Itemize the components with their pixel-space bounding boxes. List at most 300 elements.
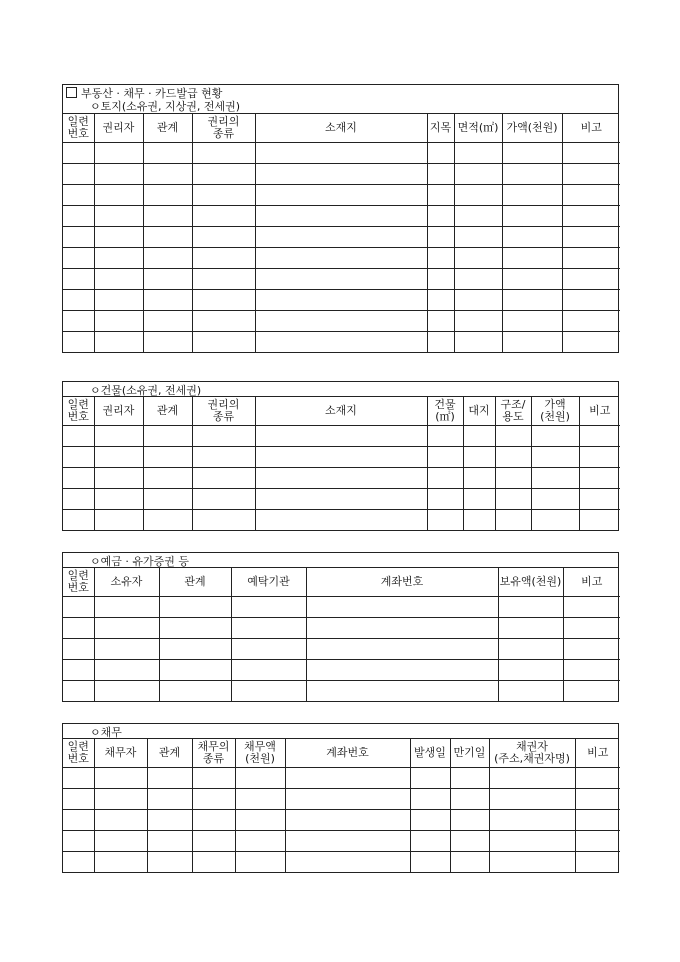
table-cell[interactable] [454, 248, 502, 269]
building-table [63, 397, 620, 530]
land-body [63, 143, 620, 353]
table-cell[interactable] [562, 311, 620, 332]
column-header: 권리자 [94, 114, 143, 143]
column-header: 소유자 [94, 568, 159, 597]
table-cell[interactable] [463, 447, 495, 468]
table-cell[interactable] [454, 185, 502, 206]
table-cell[interactable] [502, 248, 562, 269]
table-cell[interactable] [147, 768, 192, 789]
land-header-row [63, 114, 620, 143]
deposit-subtitle: ㅇ예금 · 유가증권 등 [63, 553, 618, 568]
debt-subtitle: ㅇ채무 [63, 724, 618, 739]
column-header: 권리의 종류 [192, 114, 255, 143]
table-cell[interactable] [94, 269, 143, 290]
table-cell[interactable] [579, 489, 620, 510]
table-cell[interactable] [63, 426, 94, 447]
table-cell[interactable] [231, 597, 306, 618]
column-header: 면적(㎡) [454, 114, 502, 143]
table-cell[interactable] [427, 185, 454, 206]
land-section [62, 84, 619, 353]
table-cell[interactable] [450, 768, 489, 789]
column-header: 비고 [579, 397, 620, 426]
table-cell[interactable] [147, 852, 192, 873]
table-cell[interactable] [231, 660, 306, 681]
table-cell[interactable] [255, 510, 427, 531]
table-row [63, 227, 620, 248]
table-cell[interactable] [192, 311, 255, 332]
table-cell[interactable] [495, 426, 531, 447]
table-cell[interactable] [427, 510, 463, 531]
table-cell[interactable] [454, 290, 502, 311]
table-cell[interactable] [94, 185, 143, 206]
table-cell[interactable] [143, 227, 192, 248]
table-cell[interactable] [454, 332, 502, 353]
debt-body [63, 768, 620, 873]
table-cell[interactable] [562, 206, 620, 227]
table-cell[interactable] [63, 269, 94, 290]
table-cell[interactable] [143, 332, 192, 353]
land-table [63, 114, 620, 352]
table-cell[interactable] [255, 468, 427, 489]
table-cell[interactable] [192, 269, 255, 290]
table-cell[interactable] [147, 789, 192, 810]
column-header: 채무의 종류 [192, 739, 235, 768]
table-cell[interactable] [563, 660, 620, 681]
column-header: 관계 [147, 739, 192, 768]
table-cell[interactable] [63, 164, 94, 185]
table-cell[interactable] [192, 426, 255, 447]
table-cell[interactable] [427, 227, 454, 248]
table-row [63, 447, 620, 468]
table-cell[interactable] [63, 332, 94, 353]
table-row [63, 269, 620, 290]
table-cell[interactable] [143, 489, 192, 510]
table-cell[interactable] [463, 468, 495, 489]
table-cell[interactable] [63, 510, 94, 531]
table-cell[interactable] [427, 269, 454, 290]
column-header: 가액(천원) [502, 114, 562, 143]
table-cell[interactable] [502, 311, 562, 332]
table-cell[interactable] [94, 489, 143, 510]
column-header: 소재지 [255, 397, 427, 426]
table-cell[interactable] [192, 227, 255, 248]
deposit-table [63, 568, 620, 701]
table-cell[interactable] [463, 510, 495, 531]
table-row [63, 290, 620, 311]
table-cell[interactable] [147, 810, 192, 831]
table-row [63, 206, 620, 227]
table-cell[interactable] [410, 768, 450, 789]
table-row [63, 426, 620, 447]
table-cell[interactable] [94, 639, 159, 660]
table-cell[interactable] [255, 227, 427, 248]
table-cell[interactable] [63, 290, 94, 311]
table-row [63, 618, 620, 639]
table-cell[interactable] [94, 164, 143, 185]
column-header: 계좌번호 [306, 568, 498, 597]
table-cell[interactable] [255, 248, 427, 269]
table-cell[interactable] [143, 290, 192, 311]
table-cell[interactable] [502, 185, 562, 206]
table-cell[interactable] [502, 269, 562, 290]
table-cell[interactable] [192, 290, 255, 311]
table-cell[interactable] [502, 206, 562, 227]
table-cell[interactable] [143, 468, 192, 489]
table-row [63, 681, 620, 702]
table-cell[interactable] [63, 660, 94, 681]
table-cell[interactable] [94, 768, 147, 789]
table-cell[interactable] [192, 789, 235, 810]
table-row [63, 185, 620, 206]
table-cell[interactable] [502, 227, 562, 248]
table-cell[interactable] [143, 164, 192, 185]
table-cell[interactable] [63, 810, 94, 831]
column-header: 일련 번호 [63, 568, 94, 597]
table-cell[interactable] [63, 597, 94, 618]
column-header: 가액 (천원) [531, 397, 579, 426]
table-cell[interactable] [450, 789, 489, 810]
table-cell[interactable] [143, 206, 192, 227]
table-cell[interactable] [94, 248, 143, 269]
table-row [63, 852, 620, 873]
table-cell[interactable] [450, 810, 489, 831]
column-header: 권리자 [94, 397, 143, 426]
table-cell[interactable] [192, 510, 255, 531]
column-header: 보유액(천원) [498, 568, 563, 597]
table-cell[interactable] [143, 311, 192, 332]
table-cell[interactable] [562, 185, 620, 206]
table-row [63, 143, 620, 164]
table-row [63, 768, 620, 789]
table-cell[interactable] [531, 447, 579, 468]
column-header: 채무자 [94, 739, 147, 768]
table-cell[interactable] [63, 639, 94, 660]
column-header: 일련 번호 [63, 114, 94, 143]
table-cell[interactable] [63, 489, 94, 510]
table-cell[interactable] [143, 426, 192, 447]
table-cell[interactable] [427, 164, 454, 185]
table-cell[interactable] [159, 597, 231, 618]
table-cell[interactable] [489, 768, 575, 789]
table-cell[interactable] [531, 510, 579, 531]
table-cell[interactable] [235, 768, 285, 789]
table-cell[interactable] [306, 639, 498, 660]
table-cell[interactable] [63, 681, 94, 702]
table-cell[interactable] [143, 185, 192, 206]
table-cell[interactable] [159, 639, 231, 660]
table-cell[interactable] [563, 639, 620, 660]
table-cell[interactable] [94, 143, 143, 164]
table-cell[interactable] [63, 852, 94, 873]
table-cell[interactable] [63, 143, 94, 164]
table-cell[interactable] [502, 332, 562, 353]
table-cell[interactable] [63, 768, 94, 789]
table-cell[interactable] [63, 248, 94, 269]
column-header: 비고 [562, 114, 620, 143]
table-cell[interactable] [498, 597, 563, 618]
column-header: 관계 [143, 114, 192, 143]
column-header: 계좌번호 [285, 739, 410, 768]
table-cell[interactable] [562, 227, 620, 248]
land-subtitle: ㅇ토지(소유권, 지상권, 전세권) [90, 100, 241, 113]
table-cell[interactable] [306, 618, 498, 639]
table-cell[interactable] [94, 227, 143, 248]
table-cell[interactable] [489, 810, 575, 831]
table-cell[interactable] [255, 164, 427, 185]
table-cell[interactable] [94, 597, 159, 618]
table-cell[interactable] [495, 489, 531, 510]
column-header: 채권자 (주소,채권자명) [489, 739, 575, 768]
debt-section [62, 723, 619, 873]
table-cell[interactable] [231, 618, 306, 639]
table-row [63, 468, 620, 489]
table-cell[interactable] [450, 831, 489, 852]
table-cell[interactable] [143, 447, 192, 468]
table-cell[interactable] [255, 447, 427, 468]
table-row [63, 489, 620, 510]
table-row [63, 311, 620, 332]
table-cell[interactable] [427, 426, 463, 447]
column-header: 발생일 [410, 739, 450, 768]
table-cell[interactable] [94, 426, 143, 447]
table-cell[interactable] [562, 332, 620, 353]
table-cell[interactable] [63, 831, 94, 852]
column-header: 일련 번호 [63, 739, 94, 768]
table-cell[interactable] [192, 810, 235, 831]
table-cell[interactable] [63, 185, 94, 206]
table-cell[interactable] [306, 660, 498, 681]
column-header: 관계 [159, 568, 231, 597]
table-cell[interactable] [94, 510, 143, 531]
table-cell[interactable] [255, 489, 427, 510]
table-cell[interactable] [235, 810, 285, 831]
table-cell[interactable] [192, 164, 255, 185]
table-cell[interactable] [498, 681, 563, 702]
table-cell[interactable] [450, 852, 489, 873]
table-cell[interactable] [427, 311, 454, 332]
table-cell[interactable] [255, 311, 427, 332]
table-cell[interactable] [94, 447, 143, 468]
table-cell[interactable] [427, 290, 454, 311]
table-cell[interactable] [63, 227, 94, 248]
table-cell[interactable] [143, 269, 192, 290]
table-cell[interactable] [563, 681, 620, 702]
table-cell[interactable] [562, 290, 620, 311]
column-header: 지목 [427, 114, 454, 143]
table-cell[interactable] [192, 185, 255, 206]
table-cell[interactable] [159, 681, 231, 702]
table-cell[interactable] [63, 468, 94, 489]
table-cell[interactable] [498, 660, 563, 681]
table-cell[interactable] [192, 852, 235, 873]
table-cell[interactable] [235, 789, 285, 810]
table-cell[interactable] [235, 852, 285, 873]
table-cell[interactable] [575, 768, 620, 789]
table-cell[interactable] [94, 311, 143, 332]
table-cell[interactable] [285, 831, 410, 852]
table-cell[interactable] [94, 618, 159, 639]
table-cell[interactable] [94, 681, 159, 702]
table-cell[interactable] [192, 143, 255, 164]
column-header: 비고 [575, 739, 620, 768]
table-row [63, 164, 620, 185]
deposit-header-row [63, 568, 620, 597]
table-row [63, 510, 620, 531]
deposit-body [63, 597, 620, 702]
building-body [63, 426, 620, 531]
table-cell[interactable] [427, 468, 463, 489]
table-row [63, 810, 620, 831]
table-cell[interactable] [562, 248, 620, 269]
table-cell[interactable] [285, 768, 410, 789]
table-cell[interactable] [94, 852, 147, 873]
table-cell[interactable] [94, 332, 143, 353]
table-cell[interactable] [502, 164, 562, 185]
table-cell[interactable] [463, 489, 495, 510]
checkbox-square-icon [66, 87, 77, 98]
table-cell[interactable] [235, 831, 285, 852]
table-cell[interactable] [575, 789, 620, 810]
table-cell[interactable] [495, 468, 531, 489]
table-cell[interactable] [427, 447, 463, 468]
table-cell[interactable] [147, 831, 192, 852]
table-cell[interactable] [192, 206, 255, 227]
table-row [63, 597, 620, 618]
page-title: 부동산 · 채무 · 카드발급 현황 [81, 87, 223, 100]
table-cell[interactable] [63, 789, 94, 810]
table-cell[interactable] [410, 831, 450, 852]
column-header: 대지 [463, 397, 495, 426]
table-cell[interactable] [94, 468, 143, 489]
table-cell[interactable] [454, 311, 502, 332]
table-cell[interactable] [427, 248, 454, 269]
table-cell[interactable] [498, 639, 563, 660]
table-cell[interactable] [575, 810, 620, 831]
table-cell[interactable] [489, 831, 575, 852]
table-cell[interactable] [427, 489, 463, 510]
table-cell[interactable] [285, 789, 410, 810]
table-cell[interactable] [231, 681, 306, 702]
table-cell[interactable] [562, 143, 620, 164]
column-header: 만기일 [450, 739, 489, 768]
table-cell[interactable] [562, 269, 620, 290]
table-cell[interactable] [231, 639, 306, 660]
column-header: 예탁기관 [231, 568, 306, 597]
table-cell[interactable] [495, 510, 531, 531]
table-cell[interactable] [192, 468, 255, 489]
table-cell[interactable] [489, 852, 575, 873]
table-cell[interactable] [562, 164, 620, 185]
table-cell[interactable] [575, 852, 620, 873]
column-header: 일련 번호 [63, 397, 94, 426]
table-cell[interactable] [531, 489, 579, 510]
table-cell[interactable] [255, 206, 427, 227]
table-cell[interactable] [159, 660, 231, 681]
table-cell[interactable] [463, 426, 495, 447]
table-cell[interactable] [255, 143, 427, 164]
table-row [63, 831, 620, 852]
table-cell[interactable] [94, 789, 147, 810]
table-cell[interactable] [63, 311, 94, 332]
table-row [63, 789, 620, 810]
table-cell[interactable] [410, 789, 450, 810]
table-cell[interactable] [454, 206, 502, 227]
table-cell[interactable] [427, 206, 454, 227]
table-cell[interactable] [143, 510, 192, 531]
table-cell[interactable] [255, 332, 427, 353]
table-cell[interactable] [531, 468, 579, 489]
table-cell[interactable] [495, 447, 531, 468]
table-row [63, 660, 620, 681]
table-cell[interactable] [255, 426, 427, 447]
table-cell[interactable] [63, 447, 94, 468]
table-cell[interactable] [255, 269, 427, 290]
table-cell[interactable] [159, 618, 231, 639]
column-header: 비고 [563, 568, 620, 597]
building-header-row [63, 397, 620, 426]
table-cell[interactable] [579, 468, 620, 489]
table-cell[interactable] [579, 510, 620, 531]
table-cell[interactable] [192, 332, 255, 353]
table-cell[interactable] [192, 831, 235, 852]
table-cell[interactable] [489, 789, 575, 810]
table-cell[interactable] [454, 143, 502, 164]
table-cell[interactable] [498, 618, 563, 639]
table-cell[interactable] [94, 206, 143, 227]
table-cell[interactable] [563, 597, 620, 618]
table-cell[interactable] [454, 227, 502, 248]
table-cell[interactable] [427, 332, 454, 353]
table-cell[interactable] [563, 618, 620, 639]
table-cell[interactable] [192, 447, 255, 468]
table-cell[interactable] [306, 681, 498, 702]
table-row [63, 639, 620, 660]
table-cell[interactable] [63, 206, 94, 227]
table-cell[interactable] [427, 143, 454, 164]
table-cell[interactable] [454, 164, 502, 185]
debt-header-row [63, 739, 620, 768]
table-cell[interactable] [255, 290, 427, 311]
table-cell[interactable] [192, 248, 255, 269]
table-cell[interactable] [454, 269, 502, 290]
table-cell[interactable] [143, 248, 192, 269]
table-cell[interactable] [502, 143, 562, 164]
table-cell[interactable] [94, 810, 147, 831]
table-cell[interactable] [192, 768, 235, 789]
deposit-section [62, 552, 619, 702]
table-cell[interactable] [575, 831, 620, 852]
table-cell[interactable] [285, 810, 410, 831]
table-cell[interactable] [94, 660, 159, 681]
table-cell[interactable] [143, 143, 192, 164]
table-cell[interactable] [63, 618, 94, 639]
table-cell[interactable] [192, 489, 255, 510]
table-cell[interactable] [255, 185, 427, 206]
table-cell[interactable] [579, 447, 620, 468]
table-cell[interactable] [94, 831, 147, 852]
table-cell[interactable] [531, 426, 579, 447]
table-cell[interactable] [94, 290, 143, 311]
building-subtitle: ㅇ건물(소유권, 전세권) [63, 382, 618, 397]
table-cell[interactable] [579, 426, 620, 447]
land-section-header [63, 85, 618, 114]
table-cell[interactable] [285, 852, 410, 873]
table-cell[interactable] [410, 810, 450, 831]
column-header: 권리의 종류 [192, 397, 255, 426]
table-cell[interactable] [502, 290, 562, 311]
table-cell[interactable] [306, 597, 498, 618]
table-cell[interactable] [410, 852, 450, 873]
